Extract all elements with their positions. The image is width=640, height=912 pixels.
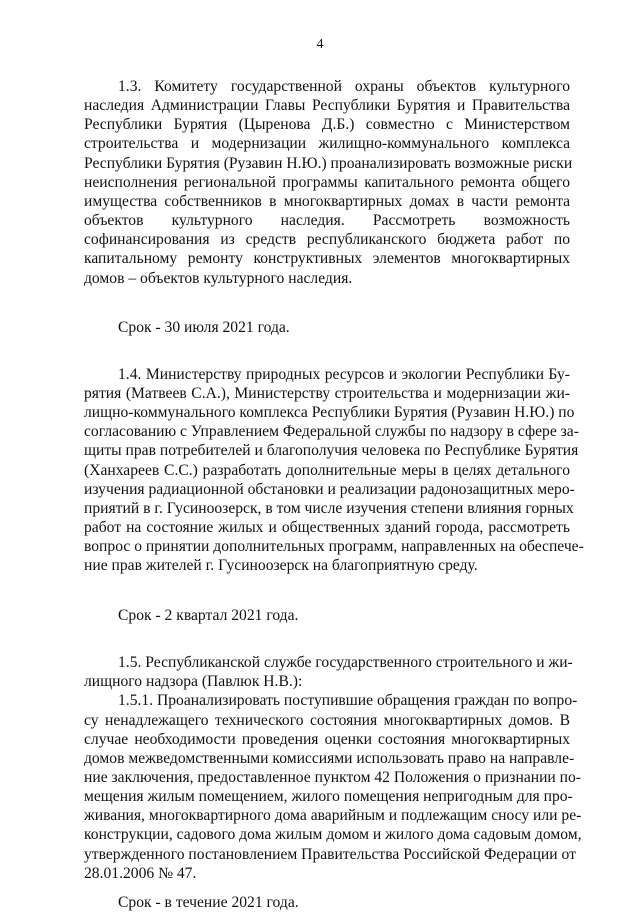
text-line: изучения радиационной обстановки и реализации радонозащитных меро- (84, 481, 575, 498)
text-line: (Ханхареев С.С.) разработать дополнительные меры в целях детального (84, 462, 570, 479)
text-line: строительства и модернизации жилищно-коммунального комплекса (84, 135, 570, 152)
text-line: домов – объектов культурного наследия. (84, 270, 353, 287)
text-line: Республики Бурятия (Рузавин Н.Ю.) проанализировать возможные риски (84, 155, 573, 172)
text-line: объектов культурного наследия. Рассмотреть возможность (84, 212, 570, 229)
text-line: случае необходимости проведения оценки состояния многоквартирных (84, 731, 570, 748)
text-line: Республики Бурятия (Цыренова Д.Б.) совместно с Министерством (84, 116, 570, 133)
text-line: ние прав жителей г. Гусиноозерск на благоприятную среду. (84, 557, 478, 574)
text-line: лищного надзора (Павлюк Н.В.): (84, 673, 303, 690)
text-line: софинансирования из средств республиканского бюджета работ по (84, 231, 570, 248)
text-line: рятия (Матвеев С.А.), Министерству строительства и модернизации жи- (84, 385, 570, 402)
text-line: утвержденного постановлением Правительства Российской Федерации от (84, 846, 576, 863)
text-line: 1.5.1. Проанализировать поступившие обращения граждан по вопро- (118, 692, 578, 709)
text-line: 28.01.2006 № 47. (84, 865, 197, 882)
text-line: вопрос о принятии дополнительных программ, направленных на обеспече- (84, 538, 584, 555)
text-line: капитальному ремонту конструктивных элементов многоквартирных (84, 250, 570, 267)
text-line: имущества собственников в многоквартирных домах в части ремонта (84, 193, 570, 210)
page-number: 4 (316, 37, 324, 52)
text-line: наследия Администрации Главы Республики Бурятия и Правительства (84, 97, 570, 114)
text-line: неисполнения региональной программы капитального ремонта общего (84, 174, 570, 191)
text-line: лищно-коммунального комплекса Республики Бурятия (Рузавин Н.Ю.) по (84, 404, 575, 421)
text-line: Срок - в течение 2021 года. (118, 894, 299, 911)
text-line: согласованию с Управлением Федеральной службы по надзору в сфере за- (84, 423, 579, 440)
text-line: 1.5. Республиканской службе государственного строительного и жи- (118, 654, 573, 671)
text-line: Срок - 2 квартал 2021 года. (118, 607, 299, 624)
text-line: Срок - 30 июля 2021 года. (118, 319, 290, 336)
text-line: домов межведомственными комиссиями использовать право на направле- (84, 750, 575, 767)
text-line: ние заключения, предоставленное пунктом 42 Положения о признании по- (84, 769, 582, 786)
text-line: щиты прав потребителей и благополучия человека по Республике Бурятия (84, 442, 579, 459)
text-line: конструкции, садового дома жилым домом и жилого дома садовым домом, (84, 826, 582, 843)
text-line: работ на состояние жилых и общественных зданий города, рассмотреть (84, 519, 570, 536)
text-line: 1.3. Комитету государственной охраны объектов культурного (118, 78, 570, 95)
text-line: 1.4. Министерству природных ресурсов и экологии Республики Бу- (118, 366, 570, 383)
text-line: су ненадлежащего технического состояния многоквартирных домов. В (84, 712, 570, 729)
text-line: мещения жилым помещением, жилого помещения непригодным для про- (84, 788, 573, 805)
text-line: приятий в г. Гусиноозерск, в том числе изучения степени влияния горных (84, 500, 574, 517)
text-line: живания, многоквартирного дома аварийным и подлежащим сносу или ре- (84, 807, 582, 824)
